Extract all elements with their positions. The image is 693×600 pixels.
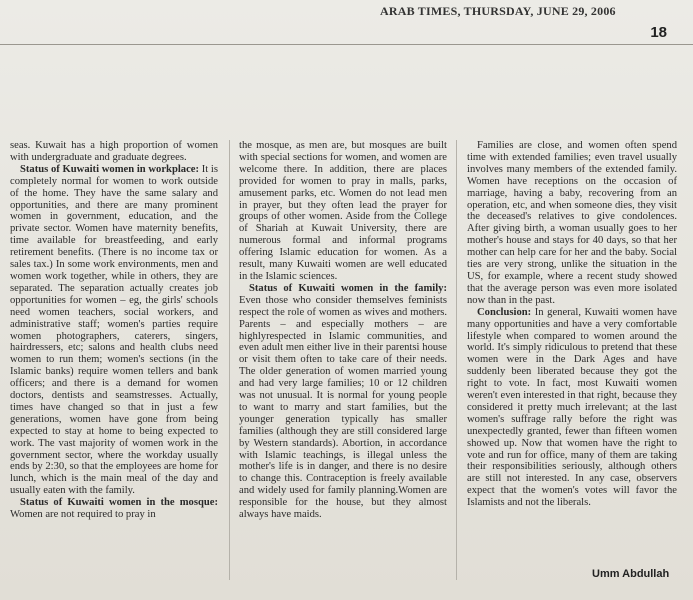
paragraph <box>10 497 218 521</box>
paragraph: Families are close, and women often spend time with extended families; even travel usually involves many members of the extended family. Women have receptions on the occasion of marriage, having a baby, recovering from an operation, etc, and when someone dies, they visit the deceased's relatives to give condolences. After giving birth, a woman usually goes to her mother's house and stays for 40 days, so that her mother can help care for her and the baby. Social ties are very strong, unlike the situation in the US, for example, where a recent study showed that the average person was even more isolated now than in the past. <box>467 140 677 306</box>
article-column-2 <box>239 140 447 521</box>
article-column-1 <box>10 140 218 521</box>
article-column-3 <box>467 140 677 509</box>
paragraph-text: It is completely normal for women to work outside of the home. They have the same salary and opportunities, and there are many prominent women in government, education, and the private sector. Women have maternity benefits, time available for breastfeeding, and early retirement benefits. (There is no income tax or sales tax.) In some work environments, men and women work together, while in others, they are separated. The separation actually creates job opportunities for women – eg, the girls' schools need women teachers, social workers, and administrative staff; women's parties require women photographers, caterers, singers, hairdressers, etc; salons and health clubs need women to run them; women's sections (in the Islamic banks) require women tellers and bank officers; and there is a demand for women doctors, dentists and seamstresses. Actually, times have changed so that in just a few generations, women have gone from being expected to stay at home to being expected to work. The vast majority of women work in the government sector, where the workday usually ends by 2:30, so that the employees are home for lunch, which is the main meal of the day and usually eaten with the family. <box>10 163 219 497</box>
section-heading: Status of Kuwaiti women in the mosque: <box>20 497 218 509</box>
section-heading: Status of Kuwaiti women in workplace: <box>20 163 200 175</box>
column-divider <box>229 140 230 580</box>
section-heading: Conclusion: <box>477 306 532 318</box>
page-number: 18 <box>650 24 667 41</box>
paragraph-text: Women are not required to pray in <box>10 509 156 521</box>
paragraph: seas. Kuwait has a high proportion of women with undergraduate and graduate degrees. <box>10 140 218 163</box>
paragraph <box>467 307 677 509</box>
paragraph <box>239 283 447 521</box>
header-rule <box>0 44 693 45</box>
author-byline: Umm Abdullah <box>592 568 670 580</box>
section-heading: Status of Kuwaiti women in the family: <box>249 282 447 294</box>
masthead: ARAB TIMES, THURSDAY, JUNE 29, 2006 <box>380 4 616 18</box>
column-divider <box>456 140 457 580</box>
paragraph-text: Even those who consider themselves feminists respect the role of women as wives and mothers. Parents – and especially mothers – are highlyrespected in Islamic communities, and even adult men either live in their parentsi house or visit them often to take care of their needs. The older generation of women married young and had very large families; 10 or 12 children was not unusual. It is normal for young people to want to marry and start families, but the younger generation typically has smaller families (although they are still considered large by Western standards). Abortion, in accordance with Islamic teachings, is illegal unless the mother's life is in danger, and there is no desire to change this. Contraception is freely available and widely used for family planning.Women are responsible for the house, but they almost always have maids. <box>239 294 447 521</box>
paragraph: the mosque, as men are, but mosques are built with special sections for women, and women are welcome there. In addition, there are places provided for women to pray in malls, parks, amusement parks, etc. Women do not lead men in prayer, but they often lead the prayer for groups of other women. Aside from the College of Shariah at Kuwait University, there are numerous formal and informal programs offering Islamic education for women. As a result, many Kuwaiti women are well educated in the Islamic sciences. <box>239 140 447 282</box>
paragraph <box>10 164 218 497</box>
paragraph-text: In general, Kuwaiti women have many opportunities and have a very comfortable lifestyle when compared to women around the world. It's simply ridiculous to pretend that these women were in the Dark Ages and have suddenly been liberated because they got the right to vote. In fact, most Kuwaiti women weren't even interested in that right, because they considered it pretty much irrelevant; at the last women's suffrage rally before the right was unexpectedly granted, fewer than fifteen women showed up. Now that women have the right to vote and run for office, many of them are taking their responsibilities seriously, although others are still not interested. In any case, observers expect that the women's votes will favor the Islamists and not the liberals. <box>467 306 677 509</box>
